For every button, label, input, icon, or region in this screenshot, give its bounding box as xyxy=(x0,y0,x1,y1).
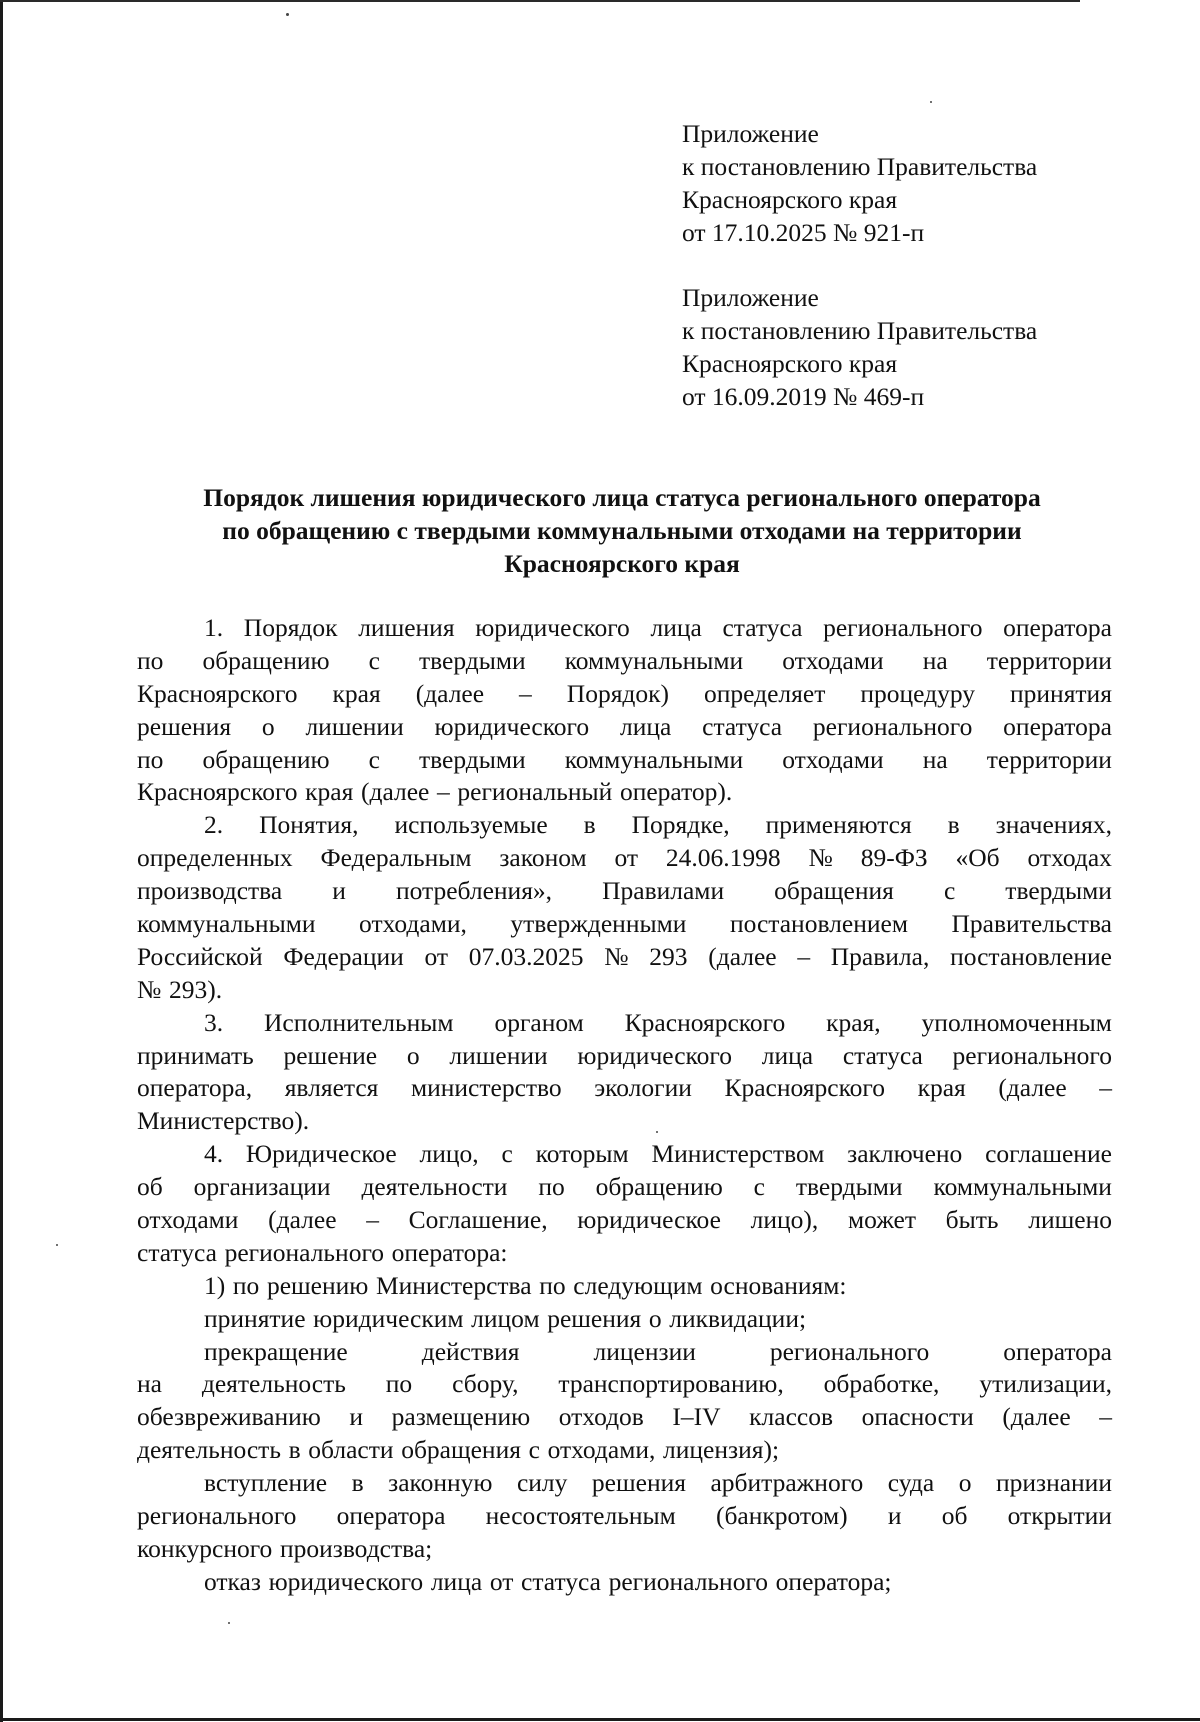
body-word: с xyxy=(368,744,380,774)
body-word: обращению xyxy=(595,1172,723,1202)
body-word: обезвреживанию xyxy=(137,1402,321,1432)
body-word: производства; xyxy=(279,1533,433,1563)
body-word: лишении xyxy=(449,1040,548,1070)
body-word: – xyxy=(1099,1073,1112,1103)
body-word: отходах xyxy=(1027,843,1112,873)
body-word: производства xyxy=(137,876,283,906)
body-line xyxy=(137,809,1112,842)
scan-speck xyxy=(228,1622,230,1624)
body-word: региональный xyxy=(457,777,613,807)
body-word: оператора: xyxy=(391,1237,508,1267)
body-word: обращения xyxy=(401,1435,521,1465)
body-word: Правила, xyxy=(830,941,930,971)
body-word: Порядок xyxy=(243,613,338,642)
body-word: и xyxy=(332,876,346,906)
body-word: является xyxy=(284,1073,379,1103)
body-word: арбитражного xyxy=(710,1468,864,1498)
body-word: (банкротом) xyxy=(715,1501,848,1531)
body-word: с xyxy=(368,645,380,675)
body-line xyxy=(137,1105,1112,1138)
appendix-block-current xyxy=(682,117,1037,249)
body-word: конкурсного xyxy=(137,1533,273,1563)
appendix-line: Красноярского края xyxy=(682,349,898,378)
body-word: органом xyxy=(494,1007,584,1037)
body-word: обработке, xyxy=(823,1369,940,1399)
body-line xyxy=(137,1138,1112,1171)
scan-border-top xyxy=(0,0,1080,2)
title-line: по обращению с твердыми коммунальными отходами на территории xyxy=(222,516,1022,545)
body-word: решения xyxy=(591,1468,686,1498)
body-word: оператора xyxy=(1003,613,1112,642)
body-word: (далее xyxy=(708,941,777,971)
body-word: с xyxy=(753,1172,765,1202)
body-word: утвержденными xyxy=(510,909,687,939)
body-word: опасности xyxy=(861,1402,974,1432)
body-word: основаниям: xyxy=(710,1270,847,1300)
body-word: соглашение xyxy=(985,1139,1112,1169)
body-word: № xyxy=(808,843,833,873)
body-word: значениях, xyxy=(995,810,1112,840)
body-line xyxy=(137,1040,1112,1073)
body-word: законом xyxy=(499,843,587,873)
appendix-block-original xyxy=(682,281,1037,413)
body-word: по xyxy=(538,1172,565,1202)
body-line xyxy=(137,875,1112,908)
body-word: постановление xyxy=(950,941,1112,971)
body-word: может xyxy=(847,1205,916,1235)
body-word: статуса xyxy=(702,711,783,741)
scan-speck xyxy=(930,101,932,103)
body-word: быть xyxy=(945,1205,999,1235)
body-word: по xyxy=(539,1270,566,1300)
body-word: лицензии xyxy=(593,1336,696,1366)
body-line xyxy=(137,776,1112,809)
body-word: регионального xyxy=(608,1566,769,1596)
body-word: отказ xyxy=(204,1566,261,1596)
body-line xyxy=(137,1566,1112,1599)
appendix-line: от 17.10.2025 № 921-п xyxy=(682,218,925,247)
document-title xyxy=(130,481,1114,580)
body-word: по xyxy=(137,645,164,675)
body-word: Порядок) xyxy=(566,678,670,708)
body-word: № xyxy=(604,941,629,971)
body-word: действия xyxy=(421,1336,520,1366)
body-line xyxy=(137,842,1112,875)
body-word: оператора xyxy=(1003,1336,1112,1366)
body-word: твердыми xyxy=(795,1172,903,1202)
body-word: коммунальными xyxy=(564,744,744,774)
body-word: Юридическое xyxy=(245,1139,397,1169)
body-word: несостоятельным xyxy=(485,1501,676,1531)
body-word: № xyxy=(137,974,162,1004)
document-body xyxy=(137,612,1112,1599)
body-word: по xyxy=(137,744,164,774)
body-word: отходов xyxy=(558,1402,644,1432)
body-word: деятельность xyxy=(137,1435,281,1465)
body-word: по xyxy=(385,1369,413,1399)
body-word: процедуру xyxy=(860,678,976,708)
body-line xyxy=(137,908,1112,941)
body-line xyxy=(137,645,1112,678)
body-word: на xyxy=(137,1369,162,1399)
body-word: – xyxy=(366,1205,379,1235)
body-word: решения xyxy=(547,1303,642,1333)
body-word: министерство xyxy=(410,1073,562,1103)
body-word: регионального xyxy=(224,1237,385,1267)
body-word: заключено xyxy=(847,1139,963,1169)
body-word: 89-ФЗ xyxy=(860,843,928,873)
body-word: с xyxy=(528,1435,540,1465)
body-line xyxy=(137,1171,1112,1204)
title-line: Порядок лишения юридического лица статуса регионального оператора xyxy=(203,483,1041,512)
body-word: регионального xyxy=(769,1336,930,1366)
body-line xyxy=(137,1401,1112,1434)
body-word: (далее xyxy=(415,678,485,708)
body-word: деятельности xyxy=(361,1172,508,1202)
body-word: от xyxy=(424,941,449,971)
body-word: Красноярского xyxy=(137,777,298,807)
body-word: 293 xyxy=(649,941,688,971)
body-word: статуса xyxy=(521,1566,601,1596)
body-line xyxy=(137,1368,1112,1401)
body-word: о xyxy=(261,711,275,741)
body-word: решение xyxy=(283,1040,378,1070)
body-word: (далее xyxy=(1002,1402,1071,1432)
body-line xyxy=(137,1204,1112,1237)
body-line xyxy=(137,711,1112,744)
body-word: транспортированию, xyxy=(558,1369,784,1399)
body-word: обращению xyxy=(202,744,330,774)
body-line xyxy=(137,744,1112,777)
body-line xyxy=(137,1007,1112,1040)
body-word: оператора xyxy=(1003,711,1112,741)
body-word: с xyxy=(943,876,956,906)
body-word: в xyxy=(583,810,596,840)
body-word: экологии xyxy=(594,1073,692,1103)
body-word: – xyxy=(437,777,450,807)
body-word: следующим xyxy=(573,1270,703,1300)
body-word: I–IV xyxy=(672,1402,721,1432)
body-word: законную xyxy=(388,1468,493,1498)
body-word: о xyxy=(406,1040,420,1070)
body-word: прекращение xyxy=(204,1336,348,1366)
body-word: оператора xyxy=(336,1501,446,1531)
body-word: края, xyxy=(826,1007,881,1037)
body-word: регионального xyxy=(137,1501,297,1531)
scan-border-left xyxy=(0,0,3,1722)
appendix-line: к постановлению Правительства xyxy=(682,316,1038,345)
body-word: Министерство). xyxy=(137,1106,310,1136)
body-word: территории xyxy=(986,744,1112,774)
body-word: сбору, xyxy=(452,1369,519,1399)
body-word: принимать xyxy=(137,1040,254,1070)
body-word: 07.03.2025 xyxy=(468,941,584,971)
body-word: принятие xyxy=(204,1303,306,1333)
body-line xyxy=(137,1237,1112,1270)
body-word: коммунальными xyxy=(137,909,316,939)
body-word: юридического xyxy=(434,711,590,741)
body-word: открытии xyxy=(1007,1501,1112,1531)
body-word: Правилами xyxy=(602,876,725,906)
body-word: в xyxy=(288,1435,301,1465)
appendix-line: Красноярского края xyxy=(682,185,898,214)
body-word: организации xyxy=(193,1172,331,1202)
body-word: – xyxy=(1099,1402,1112,1432)
body-line xyxy=(137,1303,1112,1336)
body-word: потребления», xyxy=(395,876,553,906)
body-word: регионального xyxy=(952,1040,1112,1070)
body-line xyxy=(137,1500,1112,1533)
body-word: регионального xyxy=(812,711,973,741)
body-word: Красноярского xyxy=(724,1073,885,1103)
body-word: используемые xyxy=(394,810,548,840)
body-word: Правительства xyxy=(951,909,1112,939)
body-word: определенных xyxy=(137,843,293,873)
scan-speck xyxy=(286,13,289,16)
body-word: 1) xyxy=(204,1270,226,1300)
body-word: обращению xyxy=(202,645,330,675)
body-word: «Об xyxy=(955,843,1000,873)
title-line: Красноярского края xyxy=(504,549,740,578)
appendix-line: Приложение xyxy=(682,119,819,148)
body-word: суда xyxy=(887,1468,935,1498)
body-word: обращения xyxy=(774,876,894,906)
body-line xyxy=(137,1270,1112,1303)
body-word: лица xyxy=(619,711,672,741)
appendix-line: к постановлению Правительства xyxy=(682,152,1038,181)
body-word: отходами, xyxy=(359,909,467,939)
body-word: на xyxy=(922,645,948,675)
appendix-line: Приложение xyxy=(682,283,819,312)
body-word: 1. xyxy=(204,613,224,642)
body-word: Исполнительным xyxy=(264,1007,454,1037)
body-word: отходами, xyxy=(547,1435,656,1465)
body-line xyxy=(137,1467,1112,1500)
body-word: лица xyxy=(761,1040,814,1070)
body-word: (далее xyxy=(361,777,430,807)
body-word: Соглашение, xyxy=(408,1205,548,1235)
body-word: Министерства xyxy=(375,1270,532,1300)
body-word: твердыми xyxy=(418,744,526,774)
body-word: на xyxy=(922,744,948,774)
body-word: лицо, xyxy=(419,1139,479,1169)
body-word: Красноярского xyxy=(624,1007,786,1037)
body-word: (далее xyxy=(998,1073,1067,1103)
body-word: края xyxy=(305,777,354,807)
body-word: отходами xyxy=(782,744,884,774)
body-word: коммунальными xyxy=(933,1172,1112,1202)
body-line xyxy=(137,974,1112,1007)
body-word: лица xyxy=(430,1566,483,1596)
body-word: 293). xyxy=(168,974,223,1004)
body-word: 24.06.1998 xyxy=(665,843,781,873)
scan-border-bottom xyxy=(0,1718,1200,1721)
body-word: Порядке, xyxy=(631,810,730,840)
body-word: в xyxy=(947,810,960,840)
body-word: Федерации xyxy=(283,941,404,971)
body-word: юридического xyxy=(475,613,630,642)
body-word: вступление xyxy=(204,1468,328,1498)
body-word: регионального xyxy=(823,613,983,642)
body-word: края xyxy=(332,678,381,708)
body-line xyxy=(137,1434,1112,1467)
body-word: в xyxy=(351,1468,364,1498)
body-word: об xyxy=(137,1172,163,1202)
body-word: силу xyxy=(516,1468,568,1498)
body-word: о xyxy=(958,1468,972,1498)
body-word: – xyxy=(797,941,811,971)
body-word: территории xyxy=(986,645,1112,675)
body-word: лишено xyxy=(1028,1205,1112,1235)
body-word: (далее xyxy=(268,1205,337,1235)
body-word: об xyxy=(941,1501,968,1531)
body-word: признании xyxy=(995,1468,1112,1498)
body-word: определяет xyxy=(704,678,826,708)
body-word: оператор). xyxy=(619,777,733,807)
body-word: статуса xyxy=(842,1040,923,1070)
body-word: твердыми xyxy=(418,645,526,675)
body-word: Красноярского xyxy=(137,678,298,708)
body-line xyxy=(137,1533,1112,1566)
body-word: отходами xyxy=(137,1205,239,1235)
body-word: юридического xyxy=(577,1040,732,1070)
body-word: уполномоченным xyxy=(921,1007,1112,1037)
body-word: Понятия, xyxy=(259,810,359,840)
body-word: с xyxy=(501,1139,513,1169)
body-word: деятельность xyxy=(201,1369,346,1399)
body-word: статуса xyxy=(137,1237,217,1267)
body-word: по xyxy=(232,1270,260,1300)
body-word: края xyxy=(917,1073,966,1103)
body-word: 3. xyxy=(204,1007,224,1037)
appendix-line: от 16.09.2019 № 469-п xyxy=(682,382,925,411)
body-word: лицом xyxy=(471,1303,540,1333)
body-word: 2. xyxy=(204,810,224,840)
body-line xyxy=(137,1336,1112,1369)
body-line xyxy=(137,678,1112,711)
body-word: лицензия); xyxy=(663,1435,780,1465)
body-word: юридическое xyxy=(577,1205,721,1235)
body-word: от xyxy=(614,843,639,873)
body-word: лишения xyxy=(358,613,455,642)
scan-speck xyxy=(56,1244,58,1246)
body-line xyxy=(137,612,1112,645)
body-word: решения xyxy=(137,711,232,741)
body-word: юридическим xyxy=(313,1303,464,1333)
body-word: применяются xyxy=(765,810,912,840)
body-word: принятия xyxy=(1010,678,1112,708)
body-word: размещению xyxy=(391,1402,531,1432)
body-word: постановлением xyxy=(729,909,908,939)
body-word: Федеральным xyxy=(320,843,472,873)
body-word: коммунальными xyxy=(564,645,744,675)
body-word: отходами xyxy=(782,645,884,675)
body-word: 4. xyxy=(204,1139,224,1169)
body-word: о xyxy=(648,1303,662,1333)
body-word: от xyxy=(489,1566,514,1596)
body-word: лицо), xyxy=(750,1205,819,1235)
body-word: области xyxy=(308,1435,394,1465)
body-word: лица xyxy=(650,613,702,642)
body-word: Российской xyxy=(137,941,263,971)
body-word: и xyxy=(349,1402,364,1432)
body-word: утилизации, xyxy=(979,1369,1112,1399)
body-word: – xyxy=(519,678,532,708)
body-word: Министерством xyxy=(651,1139,825,1169)
body-word: статуса xyxy=(722,613,803,642)
body-word: ликвидации; xyxy=(669,1303,807,1333)
body-word: классов xyxy=(749,1402,833,1432)
body-word: юридического xyxy=(268,1566,424,1596)
body-word: и xyxy=(887,1501,902,1531)
body-word: оператора; xyxy=(775,1566,892,1596)
body-word: оператора, xyxy=(137,1073,253,1103)
body-word: которым xyxy=(535,1139,629,1169)
body-word: лишении xyxy=(305,711,404,741)
body-line xyxy=(137,941,1112,974)
body-line xyxy=(137,1072,1112,1105)
body-word: решению xyxy=(266,1270,369,1300)
body-word: твердыми xyxy=(1005,876,1112,906)
